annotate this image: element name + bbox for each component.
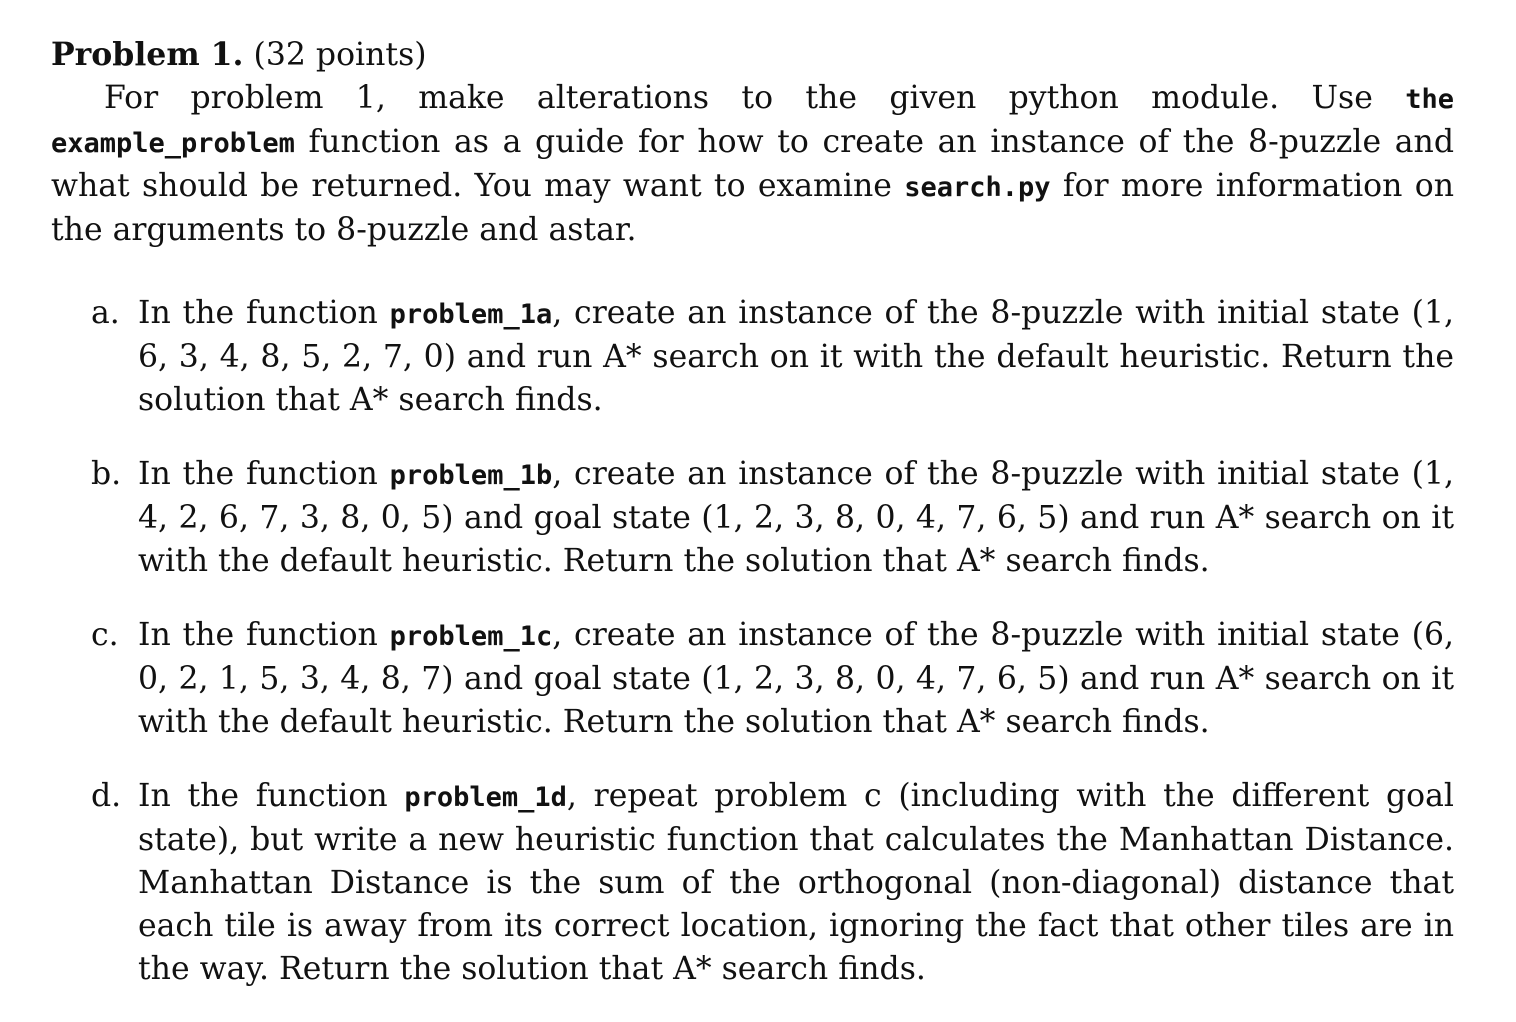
subproblem-b xyxy=(51,453,1454,583)
problem-label: Problem 1. xyxy=(51,36,244,73)
subproblem-text: In the function xyxy=(138,778,405,814)
subproblem-text: , create an instance of the 8-puzzle with initial state (6, 0, 2, 1, 5, 3, 4, 8, 7) and goal state (1, 2, 3, 8, 0, 4, 7, 6, 5) and run A* search on it with the default heuristic. Return the solution that A* search finds. xyxy=(138,617,1454,740)
subproblem-marker: c. xyxy=(91,617,119,653)
subproblem-text: , repeat problem c (including with the different goal state), but write a new heuristic function that calculates the Manhattan Distance. Manhattan Distance is the sum of the orthogonal (non-diagonal) distance that each tile is away from its correct location, ignoring the fact that other tiles are in the way. Return the solution that A* search finds. xyxy=(138,778,1454,987)
intro-code-search-py: search.py xyxy=(904,172,1051,203)
problem-document xyxy=(51,33,1454,1022)
subproblem-text: In the function xyxy=(138,456,390,492)
problem-points: (32 points) xyxy=(253,37,427,73)
intro-text: for more information on the arguments to 8-puzzle and astar. xyxy=(51,168,1454,248)
problem-intro xyxy=(51,77,1454,252)
subproblem-text: , create an instance of the 8-puzzle with initial state (1, 4, 2, 6, 7, 3, 8, 0, 5) and goal state (1, 2, 3, 8, 0, 4, 7, 6, 5) and run A* search on it with the default heuristic. Return the solution that A* search finds. xyxy=(138,456,1454,579)
function-name: problem_1d xyxy=(404,782,567,813)
subproblem-d xyxy=(51,775,1454,991)
problem-heading xyxy=(51,33,1454,77)
subproblem-c xyxy=(51,614,1454,744)
intro-text: function as a guide for how to create an instance of the 8-puzzle and what should be returned. You may want to examine xyxy=(51,124,1454,204)
intro-text: For problem 1, make alterations to the given python module. Use xyxy=(104,80,1406,116)
subproblem-marker: d. xyxy=(91,778,122,814)
function-name: problem_1a xyxy=(389,299,553,330)
subproblem-list xyxy=(51,292,1454,991)
subproblem-marker: b. xyxy=(91,456,122,492)
subproblem-text: In the function xyxy=(138,295,390,331)
subproblem-a xyxy=(51,292,1454,422)
subproblem-text: In the function xyxy=(138,617,390,653)
function-name: problem_1c xyxy=(389,621,553,652)
intro-code-example-problem: the example_problem xyxy=(51,84,1454,159)
function-name: problem_1b xyxy=(389,460,553,491)
subproblem-text: , create an instance of the 8-puzzle with initial state (1, 6, 3, 4, 8, 5, 2, 7, 0) and run A* search on it with the default heuristic. Return the solution that A* search finds. xyxy=(138,295,1454,418)
subproblem-marker: a. xyxy=(91,295,120,331)
